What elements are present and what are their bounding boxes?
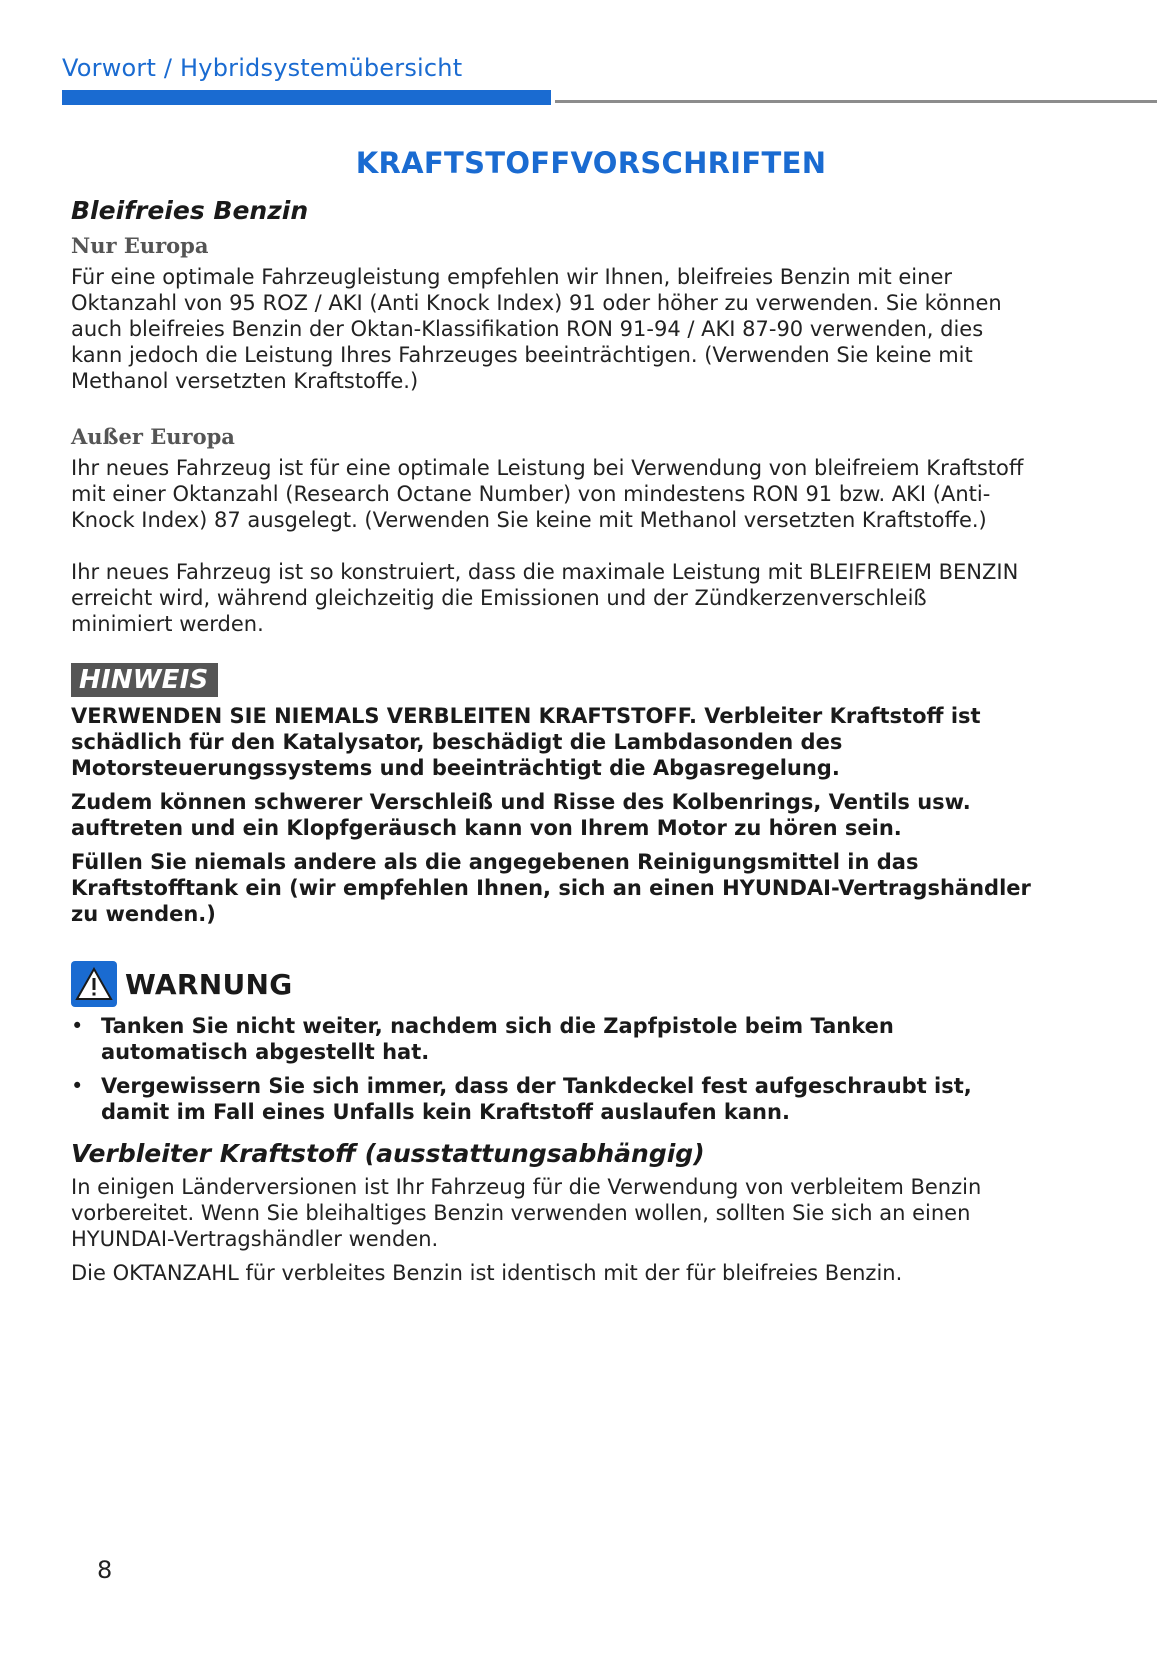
bullet-marker: • — [71, 1014, 84, 1038]
paragraph-leaded-1: In einigen Länderversionen ist Ihr Fahrzeug für die Verwendung von verbleitem Benzin vorbereitet. Wenn Sie bleihaltiges Benzin verwenden wollen, sollten Sie sich an einen HYUNDAI-Vertragshändler wenden. — [71, 1175, 982, 1251]
warning-item-text: Tanken Sie nicht weiter, nachdem sich die Zapfpistole beim Tanken automatisch abgestellt hat. — [101, 1014, 894, 1064]
paragraph-leaded-2: Die OKTANZAHL für verbleites Benzin ist identisch mit der für bleifreies Benzin. — [71, 1261, 903, 1285]
notice-paragraph: Füllen Sie niemals andere als die angegebenen Reinigungsmittel in das Kraftstofftank ein (wir empfehlen Ihnen, sich an einen HYUNDAI-Vertragshändler zu wenden.) — [71, 850, 1031, 926]
section-heading-leaded: Verbleiter Kraftstoff (ausstattungsabhängig) — [71, 1139, 705, 1168]
paragraph-design: Ihr neues Fahrzeug ist so konstruiert, dass die maximale Leistung mit BLEIFREIEM BENZIN erreicht wird, während gleichzeitig die Emissionen und der Zündkerzenverschleiß minimiert werden. — [71, 560, 1019, 636]
warning-triangle-icon — [71, 961, 117, 1007]
region-label-europe: Nur Europa — [71, 233, 209, 258]
page-content — [71, 146, 1031, 1286]
warning-header — [71, 961, 1031, 1007]
header-rule — [555, 100, 1157, 103]
notice-paragraph: VERWENDEN SIE NIEMALS VERBLEITEN KRAFTSTOFF. Verbleiter Kraftstoff ist schädlich für den Katalysator, beschädigt die Lambdasonden des Motorsteuerungssystems und beeinträchtigt die Abgasregelung. — [71, 704, 981, 780]
notice-paragraph: Zudem können schwerer Verschleiß und Risse des Kolbenrings, Ventils usw. auftreten und ein Klopfgeräusch kann von Ihrem Motor zu hören sein. — [71, 790, 971, 840]
header-accent-bar — [62, 90, 551, 105]
list-item — [71, 1073, 1031, 1125]
paragraph-outside-europe: Ihr neues Fahrzeug ist für eine optimale Leistung bei Verwendung von bleifreiem Kraftstoff mit einer Oktanzahl (Research Octane Number) von mindestens RON 91 bzw. AKI (Anti-Knock Index) 87 ausgelegt. (Verwenden Sie keine mit Methanol versetzten Kraftstoffe.) — [71, 456, 1024, 532]
page-number: 8 — [97, 1556, 113, 1584]
breadcrumb: Vorwort / Hybridsystemübersicht — [62, 54, 463, 82]
warning-list — [71, 1013, 1031, 1125]
paragraph-europe: Für eine optimale Fahrzeugleistung empfehlen wir Ihnen, bleifreies Benzin mit einer Oktanzahl von 95 ROZ / AKI (Anti Knock Index) 91 oder höher zu verwenden. Sie können auch bleifreies Benzin der Oktan-Klassifikation RON 91-94 / AKI 87-90 verwenden, dies kann jedoch die Leistung Ihres Fahrzeuges beeinträchtigen. (Verwenden Sie keine mit Methanol versetzten Kraftstoffe.) — [71, 265, 1002, 393]
warning-title: WARNUNG — [125, 967, 293, 1001]
region-label-outside-europe: Außer Europa — [71, 424, 235, 449]
notice-label: HINWEIS — [71, 663, 218, 697]
bullet-marker: • — [71, 1074, 84, 1098]
page-title: KRAFTSTOFFVORSCHRIFTEN — [355, 146, 827, 180]
warning-item-text: Vergewissern Sie sich immer, dass der Tankdeckel fest aufgeschraubt ist, damit im Fall eines Unfalls kein Kraftstoff auslaufen kann. — [101, 1074, 972, 1124]
section-heading-unleaded: Bleifreies Benzin — [71, 196, 309, 225]
list-item — [71, 1013, 1031, 1065]
